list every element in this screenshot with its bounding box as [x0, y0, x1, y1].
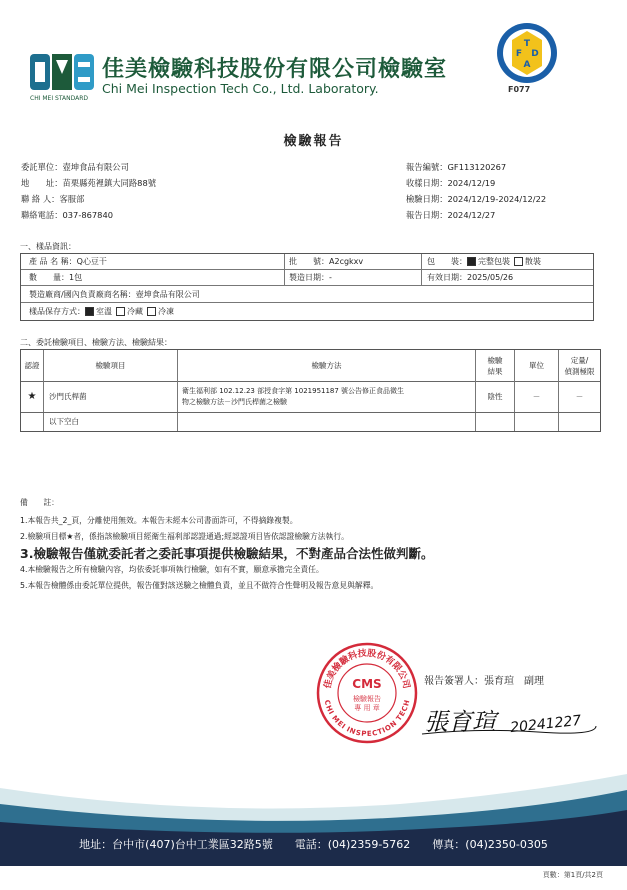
note-5: 5.本報告檢體係由委託單位提供，報告僅對該送驗之檢體負責，並且不做符合性聲明及報告意見與解釋。: [20, 581, 379, 590]
row-unit: －: [532, 392, 541, 401]
header-limit: 定量/ 偵測極限: [564, 355, 595, 376]
packaging: 包 裝： 完整包裝 散裝: [427, 257, 541, 266]
sample-info-table: [20, 253, 594, 321]
seal-ring-text-en: CHI MEI INSPECTION TECH: [322, 699, 412, 739]
packaging-bulk-checkbox: [514, 257, 523, 266]
test-date-row: 檢驗日期：2024/12/19-2024/12/22: [406, 194, 547, 204]
note-4: 4.本檢驗報告之所有檢驗內容，均依委託事項執行檢驗，如有不實，願意承擔完全責任。: [20, 565, 324, 574]
header-cert: 認證: [24, 361, 40, 370]
phone-row: 聯絡電話：037-867840: [21, 210, 114, 220]
tfda-letter-a: A: [523, 60, 531, 70]
row-cert-star: ★: [27, 391, 37, 402]
note-3: 3.檢驗報告僅就委託者之委託事項提供檢驗結果，不對產品合法性做判斷。: [20, 546, 434, 561]
footer-contact: 地址：台中市(407)台中工業區32路5號 電話：(04)2359-5762 傳真：(04)2350-0305: [79, 838, 548, 851]
notes-title: 備 註：: [20, 498, 59, 507]
sample-section-title: 一、樣品資訊：: [20, 242, 76, 251]
report-number-row: 報告編號：GF113120267: [406, 162, 507, 172]
seal-ring-text: 佳美檢驗科技股份有限公司: [323, 648, 411, 690]
tfda-certification-logo: [496, 22, 558, 84]
client-row: 委託單位：壺坤食品有限公司: [21, 162, 129, 172]
test-section-title: 二、委託檢驗項目、檢驗方法、檢驗結果：: [20, 338, 172, 347]
lot-number: 批 號： A2cgkxv: [289, 257, 364, 266]
row-item: 沙門氏桿菌: [49, 392, 87, 401]
tfda-letter-t: T: [523, 39, 531, 49]
company-logo: [30, 50, 96, 94]
tfda-letter-f: F: [515, 49, 523, 59]
company-name-en: Chi Mei Inspection Tech Co., Ltd. Laboratory.: [102, 81, 379, 96]
note-1: 1.本報告共_2_頁，分離使用無效。本報告未經本公司書面許可，不得摘錄複製。: [20, 516, 298, 525]
blank-row-text: 以下空白: [49, 416, 79, 426]
product-name: 產 品 名 稱： Q心豆干: [29, 257, 107, 266]
row-result: 陰性: [487, 392, 503, 401]
received-date-row: 收樣日期：2024/12/19: [406, 178, 496, 188]
report-signer: 報告簽署人：張育瑄 副理: [424, 676, 544, 687]
manufacture-date: 製造日期： -: [289, 273, 332, 282]
packaging-complete-checkbox: [467, 257, 476, 266]
company-seal: [316, 642, 418, 744]
signature-name: 張育瑄: [424, 708, 496, 736]
header-result: 檢驗 結果: [487, 355, 503, 376]
sample-row-4: [21, 303, 593, 319]
handwritten-signature: [420, 698, 600, 743]
row-method: 衛生福利部 102.12.23 部授食字第 1021951187 號公告修正食品微生 物之檢驗方法－沙門氏桿菌之檢驗: [182, 386, 405, 406]
tfda-code: F077: [508, 85, 531, 94]
address-row: 地 址：苗栗縣苑裡鎮大同路88號: [21, 178, 157, 188]
header-item: 檢驗項目: [95, 361, 126, 370]
storage-frozen-checkbox: [147, 307, 156, 316]
storage-method: 樣品保存方式： 室溫 冷藏 冷凍: [29, 306, 174, 316]
seal-center-line-2: 專 用 章: [354, 704, 380, 712]
seal-logo: CMS: [352, 677, 382, 691]
sample-row-3: [21, 286, 593, 303]
contact-row: 聯 絡 人：客服部: [21, 194, 85, 204]
note-2: 2.檢驗項目標★者，係指該檢驗項目經衛生福利部認證通過;經認證項目皆依認證檢驗方法執行。: [20, 532, 349, 541]
logo-subtitle: CHI MEI STANDARD: [30, 95, 89, 102]
tfda-letter-d: D: [531, 49, 539, 59]
page-number: 頁數：第1頁/共2頁: [542, 871, 603, 879]
company-name-zh: 佳美檢驗科技股份有限公司檢驗室: [102, 57, 448, 82]
expiry-date: 有效日期： 2025/05/26: [427, 273, 514, 282]
sample-row-1: [21, 254, 593, 270]
test-results-table: [20, 349, 601, 432]
header-method: 檢驗方法: [311, 361, 342, 370]
report-title: 檢驗報告: [283, 134, 344, 149]
quantity: 數 量： 1包: [29, 273, 83, 282]
report-date-row: 報告日期：2024/12/27: [406, 210, 496, 220]
signature-date: 20241227: [509, 712, 583, 737]
storage-room-temp-checkbox: [85, 307, 94, 316]
seal-center-line-1: 檢驗報告: [353, 695, 381, 703]
sample-row-2: [21, 270, 593, 286]
row-limit: －: [575, 392, 584, 401]
manufacturer: 製造廠商/國內負責廠商名稱： 壺坤食品有限公司: [29, 289, 200, 299]
header-unit: 單位: [529, 361, 544, 370]
storage-refrigerated-checkbox: [116, 307, 125, 316]
